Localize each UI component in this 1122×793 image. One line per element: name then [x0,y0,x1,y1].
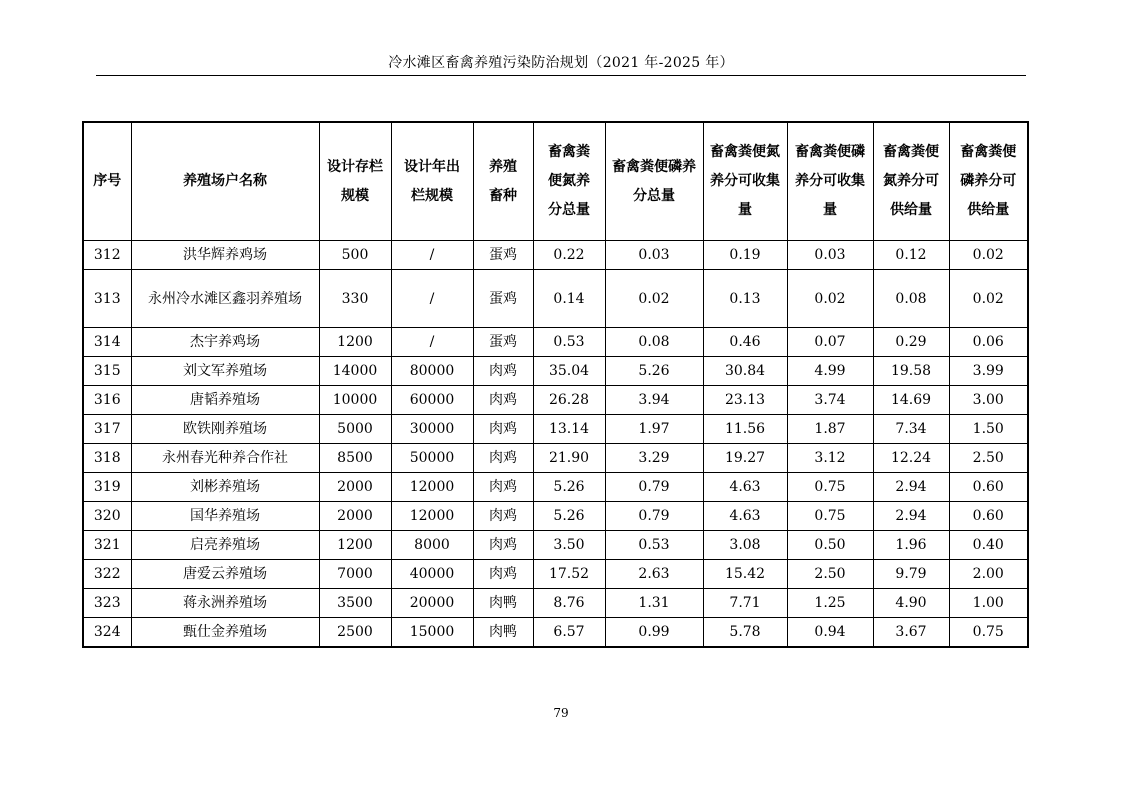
table-cell: 19.27 [703,444,787,473]
table-cell: 4.63 [703,473,787,502]
col-header-nitrogen-total: 畜禽粪便氮养分总量 [533,122,605,241]
table-cell: 蛋鸡 [473,328,533,357]
table-cell: 1.25 [787,589,873,618]
table-cell: 330 [319,270,391,328]
col-header-phosphorus-total: 畜禽粪便磷养分总量 [605,122,703,241]
table-cell: 蛋鸡 [473,241,533,270]
table-cell: 2.94 [873,502,949,531]
table-cell: 2.50 [949,444,1028,473]
table-cell: 1.50 [949,415,1028,444]
table-cell: 12.24 [873,444,949,473]
table-cell: 315 [83,357,131,386]
table-cell: 0.12 [873,241,949,270]
col-header-species: 养殖畜种 [473,122,533,241]
table-cell: / [391,270,473,328]
table-row [83,589,1028,618]
table-cell: 肉鸡 [473,502,533,531]
table-cell: 5.26 [533,502,605,531]
table-cell: 洪华辉养鸡场 [131,241,319,270]
table-cell: 0.94 [787,618,873,648]
table-cell: 2000 [319,473,391,502]
table-cell: 0.02 [787,270,873,328]
table-row [83,328,1028,357]
table-cell: 320 [83,502,131,531]
farm-nutrient-table [82,121,1029,648]
table-cell: 323 [83,589,131,618]
table-cell: 肉鸭 [473,618,533,648]
table-cell: 12000 [391,502,473,531]
table-cell: 316 [83,386,131,415]
table-cell: 6.57 [533,618,605,648]
table-row [83,241,1028,270]
table-row [83,560,1028,589]
table-row [83,415,1028,444]
table-cell: 2500 [319,618,391,648]
table-cell: 3.74 [787,386,873,415]
table-cell: 4.99 [787,357,873,386]
table-cell: 2000 [319,502,391,531]
table-cell: 1.97 [605,415,703,444]
table-row [83,357,1028,386]
table-cell: 0.03 [605,241,703,270]
col-header-nitrogen-supply: 畜禽粪便氮养分可供给量 [873,122,949,241]
table-cell: 1.87 [787,415,873,444]
col-header-nitrogen-collectable: 畜禽粪便氮养分可收集量 [703,122,787,241]
table-cell: 5.78 [703,618,787,648]
table-cell: 312 [83,241,131,270]
table-cell: 3.12 [787,444,873,473]
table-cell: 8500 [319,444,391,473]
table-cell: 12000 [391,473,473,502]
table-cell: 40000 [391,560,473,589]
table-cell: 8000 [391,531,473,560]
table-cell: 3.50 [533,531,605,560]
table-cell: 蛋鸡 [473,270,533,328]
table-cell: 50000 [391,444,473,473]
table-cell: 17.52 [533,560,605,589]
table-cell: 3.08 [703,531,787,560]
table-cell: 0.75 [787,502,873,531]
page-header-title: 冷水滩区畜禽养殖污染防治规划（2021 年-2025 年） [388,55,734,71]
table-cell: 313 [83,270,131,328]
table-cell: 0.40 [949,531,1028,560]
table-cell: 500 [319,241,391,270]
table-cell: 永州冷水滩区鑫羽养殖场 [131,270,319,328]
table-cell: 15.42 [703,560,787,589]
table-header-row [83,122,1028,241]
table-cell: 3.29 [605,444,703,473]
table-cell: 30.84 [703,357,787,386]
table-cell: 欧铁刚养殖场 [131,415,319,444]
table-cell: 0.50 [787,531,873,560]
table-cell: 肉鸡 [473,531,533,560]
table-cell: 26.28 [533,386,605,415]
table-body [83,241,1028,648]
table-row [83,444,1028,473]
table-cell: 0.03 [787,241,873,270]
table-cell: 0.08 [873,270,949,328]
table-cell: 324 [83,618,131,648]
table-row [83,270,1028,328]
col-header-phosphorus-collectable: 畜禽粪便磷养分可收集量 [787,122,873,241]
table-cell: 刘文军养殖场 [131,357,319,386]
col-header-design-stock: 设计存栏规模 [319,122,391,241]
table-cell: 14000 [319,357,391,386]
table-cell: 7.71 [703,589,787,618]
table-cell: 0.22 [533,241,605,270]
table-row [83,386,1028,415]
table-cell: 1200 [319,328,391,357]
table-cell: 13.14 [533,415,605,444]
table-cell: 15000 [391,618,473,648]
table-cell: 0.79 [605,473,703,502]
table-cell: 蒋永洲养殖场 [131,589,319,618]
table-row [83,531,1028,560]
table-cell: 肉鸭 [473,589,533,618]
table-cell: 7.34 [873,415,949,444]
table-cell: 唐韬养殖场 [131,386,319,415]
table-cell: 肉鸡 [473,444,533,473]
table-cell: 永州春光种养合作社 [131,444,319,473]
table-cell: 0.29 [873,328,949,357]
table-cell: / [391,328,473,357]
table-cell: 0.60 [949,502,1028,531]
table-cell: 3.94 [605,386,703,415]
table-cell: 317 [83,415,131,444]
table-cell: 5.26 [533,473,605,502]
table-cell: 肉鸡 [473,386,533,415]
table-cell: 0.53 [533,328,605,357]
table-cell: 启亮养殖场 [131,531,319,560]
page-number: 79 [553,706,569,720]
table-cell: 0.08 [605,328,703,357]
table-row [83,502,1028,531]
table-cell: 5000 [319,415,391,444]
table-cell: 0.46 [703,328,787,357]
col-header-farm-name: 养殖场户名称 [131,122,319,241]
table-cell: 0.02 [949,270,1028,328]
table-cell: 2.00 [949,560,1028,589]
table-cell: 刘彬养殖场 [131,473,319,502]
table-cell: 0.79 [605,502,703,531]
table-cell: 80000 [391,357,473,386]
table-cell: 20000 [391,589,473,618]
table-cell: 35.04 [533,357,605,386]
table-cell: 肉鸡 [473,357,533,386]
table-cell: 9.79 [873,560,949,589]
table-cell: 8.76 [533,589,605,618]
table-cell: 1.00 [949,589,1028,618]
table-cell: 1.31 [605,589,703,618]
col-header-phosphorus-supply: 畜禽粪便磷养分可供给量 [949,122,1028,241]
table-cell: 肉鸡 [473,560,533,589]
table-cell: 314 [83,328,131,357]
table-cell: 1.96 [873,531,949,560]
table-cell: 11.56 [703,415,787,444]
table-cell: 0.60 [949,473,1028,502]
table-cell: 318 [83,444,131,473]
table-cell: 0.02 [949,241,1028,270]
table-cell: 10000 [319,386,391,415]
table-cell: 0.75 [949,618,1028,648]
table-cell: 国华养殖场 [131,502,319,531]
table-cell: 23.13 [703,386,787,415]
table-cell: 2.50 [787,560,873,589]
table-cell: 唐爱云养殖场 [131,560,319,589]
col-header-serial: 序号 [83,122,131,241]
table-cell: 7000 [319,560,391,589]
header-divider [96,75,1026,76]
table-cell: 14.69 [873,386,949,415]
table-cell: 0.02 [605,270,703,328]
table-cell: 甄仕金养殖场 [131,618,319,648]
table-cell: 2.94 [873,473,949,502]
table-row [83,618,1028,648]
table-cell: 30000 [391,415,473,444]
table-cell: 3.00 [949,386,1028,415]
table-cell: 319 [83,473,131,502]
table-cell: 21.90 [533,444,605,473]
table-cell: 2.63 [605,560,703,589]
col-header-design-annual-output: 设计年出栏规模 [391,122,473,241]
table-cell: 0.75 [787,473,873,502]
table-cell: 0.06 [949,328,1028,357]
table-cell: 322 [83,560,131,589]
table-cell: 0.99 [605,618,703,648]
table-cell: 杰宇养鸡场 [131,328,319,357]
table-cell: 3500 [319,589,391,618]
table-cell: 3.67 [873,618,949,648]
table-cell: 1200 [319,531,391,560]
table-cell: 0.19 [703,241,787,270]
table-cell: 4.90 [873,589,949,618]
table-cell: 0.13 [703,270,787,328]
table-cell: 5.26 [605,357,703,386]
table-cell: 4.63 [703,502,787,531]
table-cell: 0.14 [533,270,605,328]
table-row [83,473,1028,502]
table-cell: 60000 [391,386,473,415]
table-cell: 321 [83,531,131,560]
table-cell: 3.99 [949,357,1028,386]
table-cell: 0.53 [605,531,703,560]
table-cell: 肉鸡 [473,415,533,444]
table-cell: 肉鸡 [473,473,533,502]
table-cell: / [391,241,473,270]
table-cell: 19.58 [873,357,949,386]
table-cell: 0.07 [787,328,873,357]
